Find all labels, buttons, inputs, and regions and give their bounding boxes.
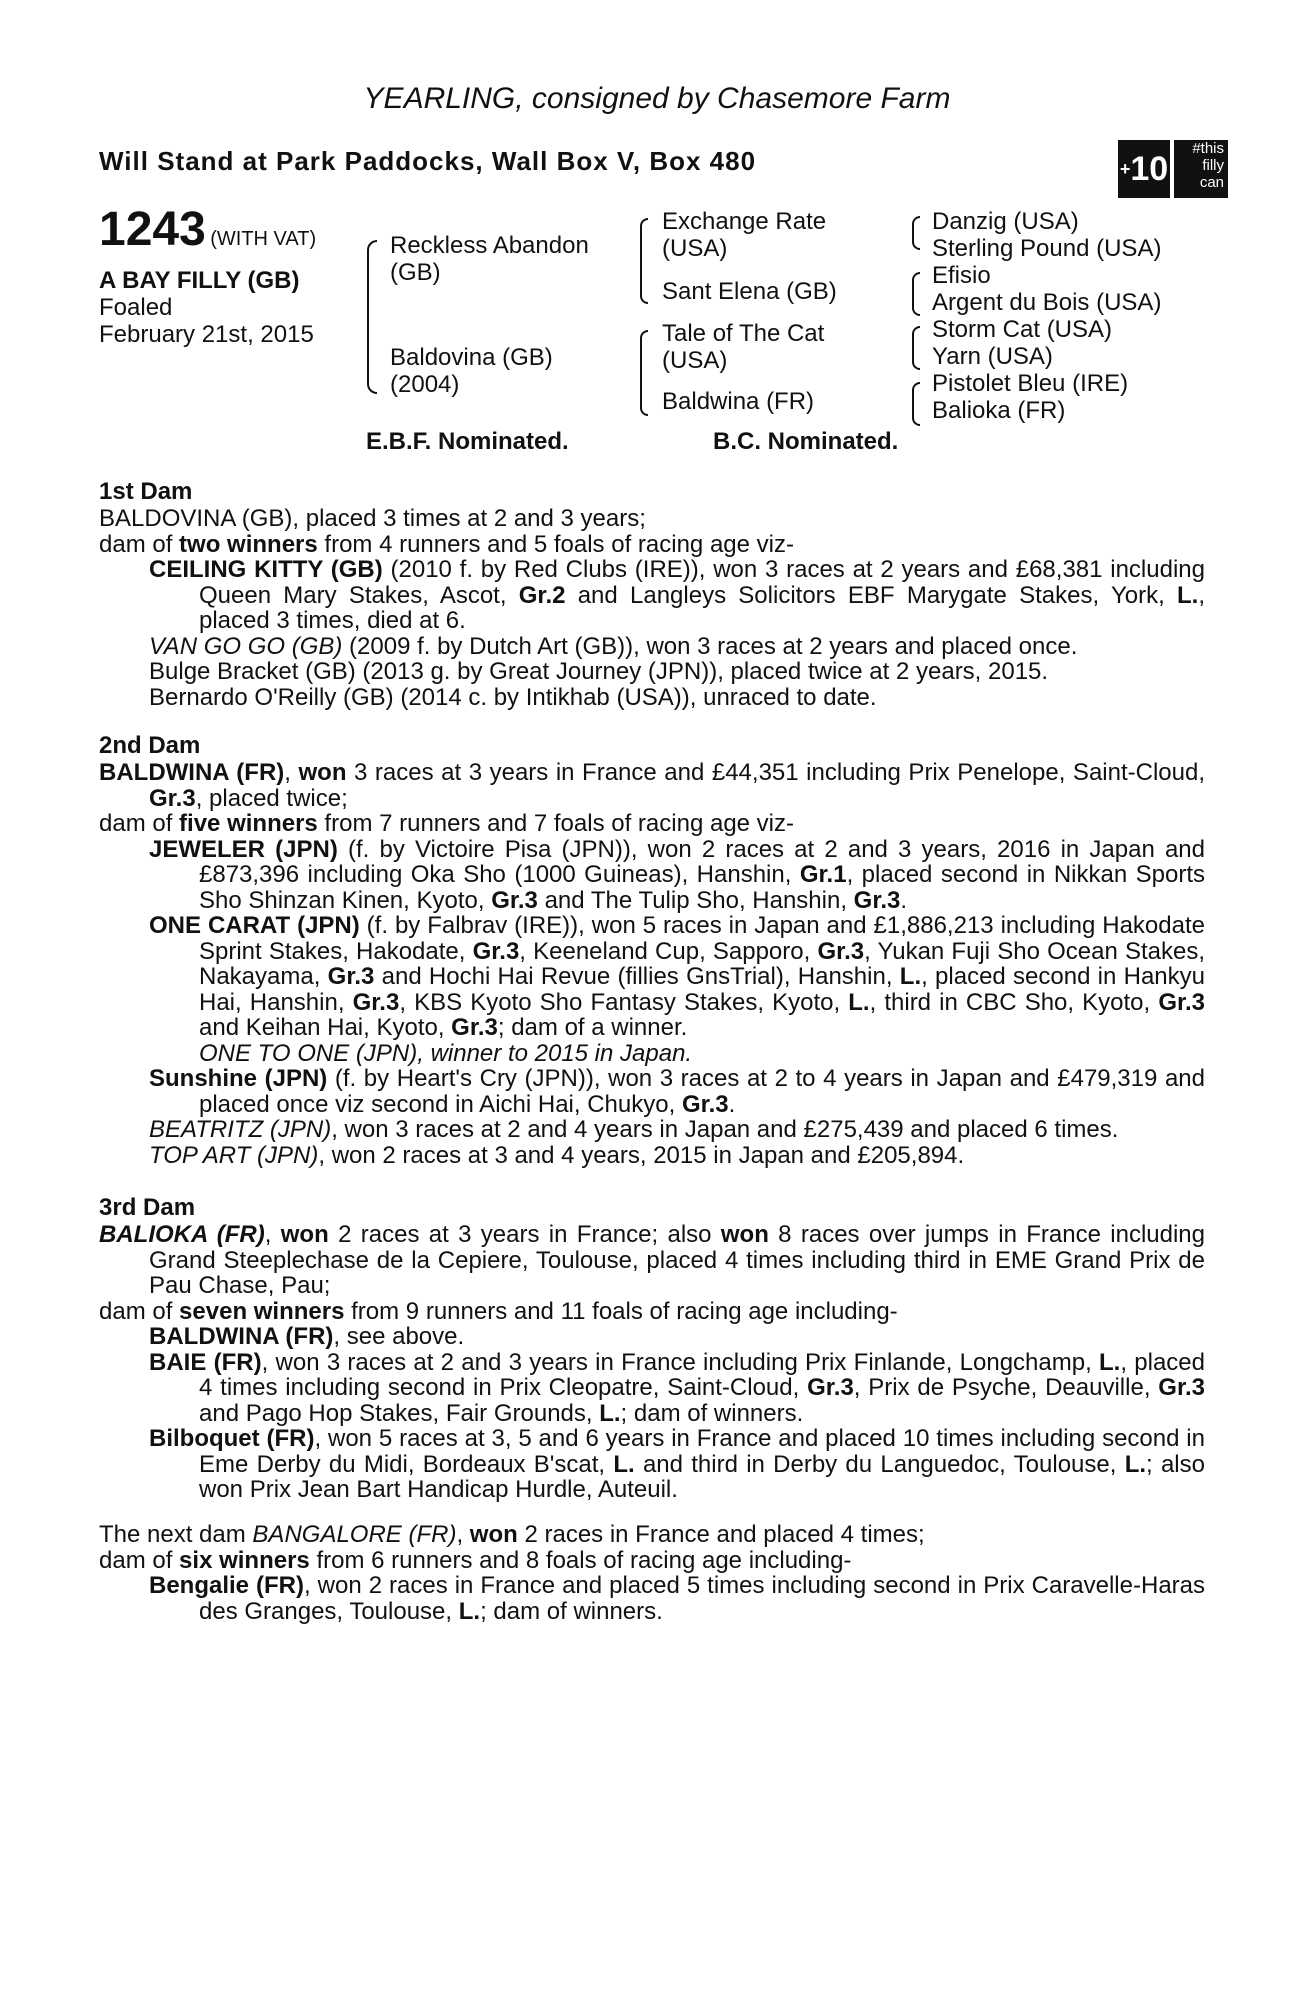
pedigree-brace-2a [640, 218, 648, 304]
logo-number: +10 [1118, 140, 1170, 198]
lot-number: 1243 [99, 203, 206, 256]
first-dam-section: 1st Dam BALDOVINA (GB), placed 3 times at 2 and 3 years; dam of two winners from 4 runners and 5 foals of racing age viz- CEILING KITTY (GB) (2010 f. by Red Clubs (IRE)), won 3 races at 2 years and £68,381 including Queen Mary Stakes, Ascot, Gr.2 and Langleys Solicitors EBF Marygate Stakes, York, L., placed 3 times, died at 6. VAN GO GO (GB) (2009 f. by Dutch Art (GB)), won 3 races at 2 years and placed once. Bulge Bracket (GB) (2013 g. by Great Journey (JPN)), placed twice at 2 years, 2015. Bernardo O'Reilly (GB) (2014 c. by Intikhab (USA)), unraced to date. [99, 478, 1206, 711]
pedigree-brace-3c [912, 326, 920, 370]
pedigree-brace-1 [367, 240, 377, 394]
pedigree-dam: Baldovina (GB) (2004) [390, 344, 553, 398]
pedigree-brace-2b [640, 330, 648, 416]
progeny-baie: BAIE (FR), won 3 races at 2 and 3 years in France including Prix Finlande, Longchamp, L., placed 4 times including second in Prix Cleopatre, Saint-Cloud, Gr.3, Prix de Psyche, Deauville, Gr.3 and Pago Hop Stakes, Fair Grounds, L.; dam of winners. [149, 1348, 1205, 1427]
pedigree-g3: Danzig (USA) Sterling Pound (USA) Efisio Argent du Bois (USA) Storm Cat (USA) Yarn (USA) Pistolet Bleu (IRE) Balioka (FR) [932, 208, 1162, 424]
pedigree-sire: Reckless Abandon (GB) [390, 232, 589, 286]
progeny-bengalie: Bengalie (FR), won 2 races in France and placed 5 times including second in Prix Caravelle-Haras des Granges, Toulouse, L.; dam of winners. [149, 1572, 1206, 1625]
bc-nominated: B.C. Nominated. [713, 428, 899, 455]
progeny-ceiling-kitty: CEILING KITTY (GB) (2010 f. by Red Clubs (IRE)), won 3 races at 2 years and £68,381 including Queen Mary Stakes, Ascot, Gr.2 and Langleys Solicitors EBF Marygate Stakes, York, L., placed 3 times, died at 6. [149, 556, 1206, 634]
progeny-bilboquet: Bilboquet (FR), won 5 races at 3, 5 and 6 years in France and placed 10 times including second in Eme Derby du Midi, Bordeaux B'scat, L. and third in Derby du Languedoc, Toulouse, L.; also won Prix Jean Bart Handicap Hurdle, Auteuil. [149, 1425, 1205, 1503]
first-dam-title: 1st Dam [99, 478, 193, 505]
progeny-bernardo: Bernardo O'Reilly (GB) (2014 c. by Intikhab (USA)), unraced to date. [149, 683, 877, 711]
lot-name: A BAY FILLY (GB) [99, 267, 300, 294]
progeny-one-carat: ONE CARAT (JPN) (f. by Falbrav (IRE)), won 5 races in Japan and £1,886,213 including Hakodate Sprint Stakes, Hakodate, Gr.3, Keeneland Cup, Sapporo, Gr.3, Yukan Fuji Sho Ocean Stakes, Nakayama, Gr.3 and Hochi Hai Revue (fillies GnsTrial), Hanshin, L., placed second in Hankyu Hai, Hanshin, Gr.3, KBS Kyoto Sho Fantasy Stakes, Kyoto, L., third in CBC Sho, Kyoto, Gr.3 and Keihan Hai, Kyoto, Gr.3; dam of a winner. [149, 912, 1206, 1041]
pedigree-brace-3d [912, 382, 920, 426]
stand-info: Will Stand at Park Paddocks, Wall Box V, Box 480 [99, 146, 757, 176]
pedigree-brace-3a [912, 216, 920, 250]
pedigree-sire-sire: Exchange Rate (USA) [662, 208, 827, 262]
pedigree-brace-3b [912, 272, 920, 316]
progeny-sunshine: Sunshine (JPN) (f. by Heart's Cry (JPN)), won 3 races at 2 to 4 years in Japan and £479,319 and placed once viz second in Aichi Hai, Chukyo, Gr.3. [149, 1065, 1205, 1118]
progeny-top-art: TOP ART (JPN), won 2 races at 3 and 4 years, 2015 in Japan and £205,894. [149, 1141, 965, 1169]
lot-vat: (WITH VAT) [210, 228, 317, 250]
page-header: YEARLING, consigned by Chasemore Farm [363, 82, 951, 115]
second-dam-section: 2nd Dam BALDWINA (FR), won 3 races at 3 years in France and £44,351 including Prix Penelope, Saint-Cloud, Gr.3, placed twice; dam of five winners from 7 runners and 7 foals of racing age viz- JEWELER (JPN) (f. by Victoire Pisa (JPN)), won 2 races at 2 and 3 years, 2016 in Japan and £873,396 including Oka Sho (1000 Guineas), Hanshin, Gr.1, placed second in Nikkan Sports Sho Shinzan Kinen, Kyoto, Gr.3 and The Tulip Sho, Hanshin, Gr.3. ONE CARAT (JPN) (f. by Falbrav (IRE)), won 5 races in Japan and £1,886,213 including Hakodate Sprint Stakes, Hakodate, Gr.3, Keeneland Cup, Sapporo, Gr.3, Yukan Fuji Sho Ocean Stakes, Nakayama, Gr.3 and Hochi Hai Revue (fillies GnsTrial), Hanshin, L., placed second in Hankyu Hai, Hanshin, Gr.3, KBS Kyoto Sho Fantasy Stakes, Kyoto, L., third in CBC Sho, Kyoto, Gr.3 and Keihan Hai, Kyoto, Gr.3; dam of a winner. ONE TO ONE (JPN), winner to 2015 in Japan. Sunshine (JPN) (f. by Heart's Cry (JPN)), won 3 races at 2 to 4 years in Japan and £479,319 and placed once viz second in Aichi Hai, Chukyo, Gr.3. BEATRITZ (JPN), won 3 races at 2 and 4 years in Japan and £275,439 and placed 6 times. TOP ART (JPN), won 2 races at 3 and 4 years, 2015 in Japan and £205,894. [99, 732, 1206, 1169]
progeny-van-go-go: VAN GO GO (GB) (2009 f. by Dutch Art (GB)), won 3 races at 2 years and placed once. [149, 632, 1078, 660]
progeny-jeweler: JEWELER (JPN) (f. by Victoire Pisa (JPN)), won 2 races at 2 and 3 years, 2016 in Japan and £873,396 including Oka Sho (1000 Guineas), Hanshin, Gr.1, placed second in Nikkan Sports Sho Shinzan Kinen, Kyoto, Gr.3 and The Tulip Sho, Hanshin, Gr.3. [149, 835, 1205, 914]
this-filly-can-logo [1118, 140, 1228, 198]
pedigree-sire-dam: Sant Elena (GB) [662, 278, 837, 305]
grand-progeny-one-to-one: ONE TO ONE (JPN), winner to 2015 in Japan. [199, 1039, 693, 1067]
next-dam-section: The next dam BANGALORE (FR), won 2 races in France and placed 4 times; dam of six winners from 6 runners and 8 foals of racing age including- Bengalie (FR), won 2 races in France and placed 5 times including second in Prix Caravelle-Haras des Granges, Toulouse, L.; dam of winners. [99, 1521, 1206, 1625]
foaled-date: February 21st, 2015 [99, 321, 314, 348]
lot-info [99, 203, 317, 348]
logo-tagline: #this filly can [1174, 140, 1228, 198]
pedigree-dam-dam: Baldwina (FR) [662, 388, 815, 415]
pedigree-dam-sire: Tale of The Cat (USA) [662, 320, 825, 374]
third-dam-section: 3rd Dam BALIOKA (FR), won 2 races at 3 years in France; also won 8 races over jumps in France including Grand Steeplechase de la Cepiere, Toulouse, placed 4 times including third in EME Grand Prix de Pau Chase, Pau; dam of seven winners from 9 runners and 11 foals of racing age including- BALDWINA (FR), see above. BAIE (FR), won 3 races at 2 and 3 years in France including Prix Finlande, Longchamp, L., placed 4 times including second in Prix Cleopatre, Saint-Cloud, Gr.3, Prix de Psyche, Deauville, Gr.3 and Pago Hop Stakes, Fair Grounds, L.; dam of winners. Bilboquet (FR), won 5 races at 3, 5 and 6 years in France and placed 10 times including second in Eme Derby du Midi, Bordeaux B'scat, L. and third in Derby du Languedoc, Toulouse, L.; also won Prix Jean Bart Handicap Hurdle, Auteuil. [99, 1194, 1206, 1503]
foaled-label: Foaled [99, 294, 173, 321]
progeny-beatritz: BEATRITZ (JPN), won 3 races at 2 and 4 years in Japan and £275,439 and placed 6 times. [149, 1116, 1119, 1143]
ebf-nominated: E.B.F. Nominated. [366, 428, 569, 455]
progeny-baldwina: BALDWINA (FR), see above. [149, 1323, 465, 1350]
progeny-bulge-bracket: Bulge Bracket (GB) (2013 g. by Great Journey (JPN)), placed twice at 2 years, 2015. [149, 658, 1049, 685]
